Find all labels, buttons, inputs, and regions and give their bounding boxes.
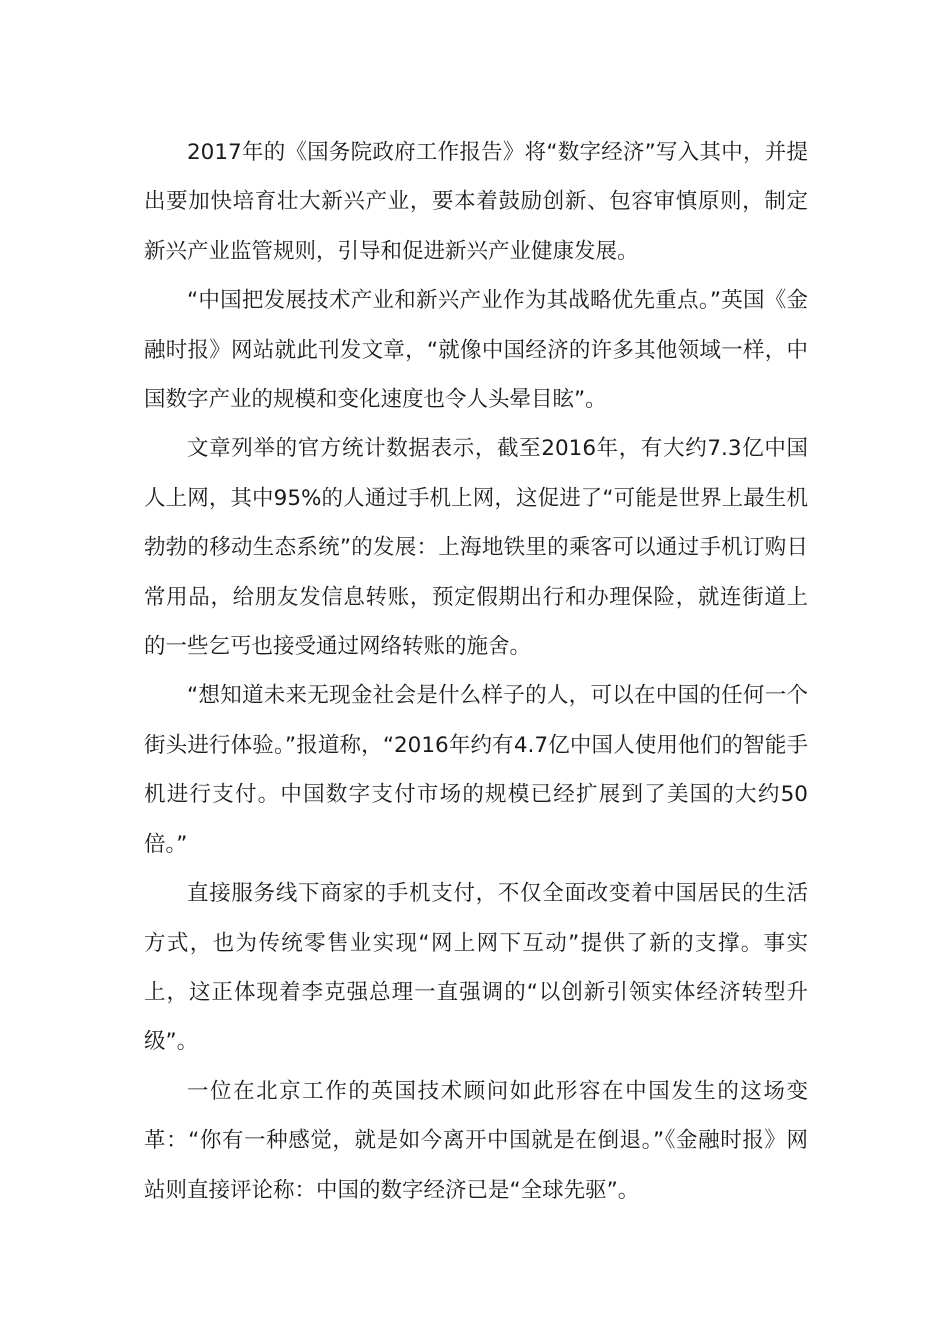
paragraph-4: “想知道未来无现金社会是什么样子的人，可以在中国的任何一个街头进行体验。”报道称，“2016年约有4.7亿中国人使用他们的智能手机进行支付。中国数字支付市场的规模已经扩展到了美国的大约50倍。”: [144, 683, 808, 857]
paragraph-3: 文章列举的官方统计数据表示，截至2016年，有大约7.3亿中国人上网，其中95%的人通过手机上网，这促进了“可能是世界上最生机勃勃的移动生态系统”的发展：上海地铁里的乘客可以通过手机订购日常用品，给朋友发信息转账，预定假期出行和办理保险，就连街道上的一些乞丐也接受通过网络转账的施舍。: [144, 436, 808, 660]
paragraph-5: 直接服务线下商家的手机支付，不仅全面改变着中国居民的生活方式，也为传统零售业实现“网上网下互动”提供了新的支撑。事实上，这正体现着李克强总理一直强调的“以创新引领实体经济转型升级”。: [144, 881, 808, 1055]
document-body: [144, 128, 808, 1215]
paragraph-6: 一位在北京工作的英国技术顾问如此形容在中国发生的这场变革：“你有一种感觉，就是如今离开中国就是在倒退。”《金融时报》网站则直接评论称：中国的数字经济已是“全球先驱”。: [144, 1078, 808, 1203]
paragraph-1: 2017年的《国务院政府工作报告》将“数字经济”写入其中，并提出要加快培育壮大新兴产业，要本着鼓励创新、包容审慎原则，制定新兴产业监管规则，引导和促进新兴产业健康发展。: [144, 140, 808, 264]
paragraph-2: “中国把发展技术产业和新兴产业作为其战略优先重点。”英国《金融时报》网站就此刊发文章，“就像中国经济的许多其他领域一样，中国数字产业的规模和变化速度也令人头晕目眩”。: [144, 288, 808, 413]
